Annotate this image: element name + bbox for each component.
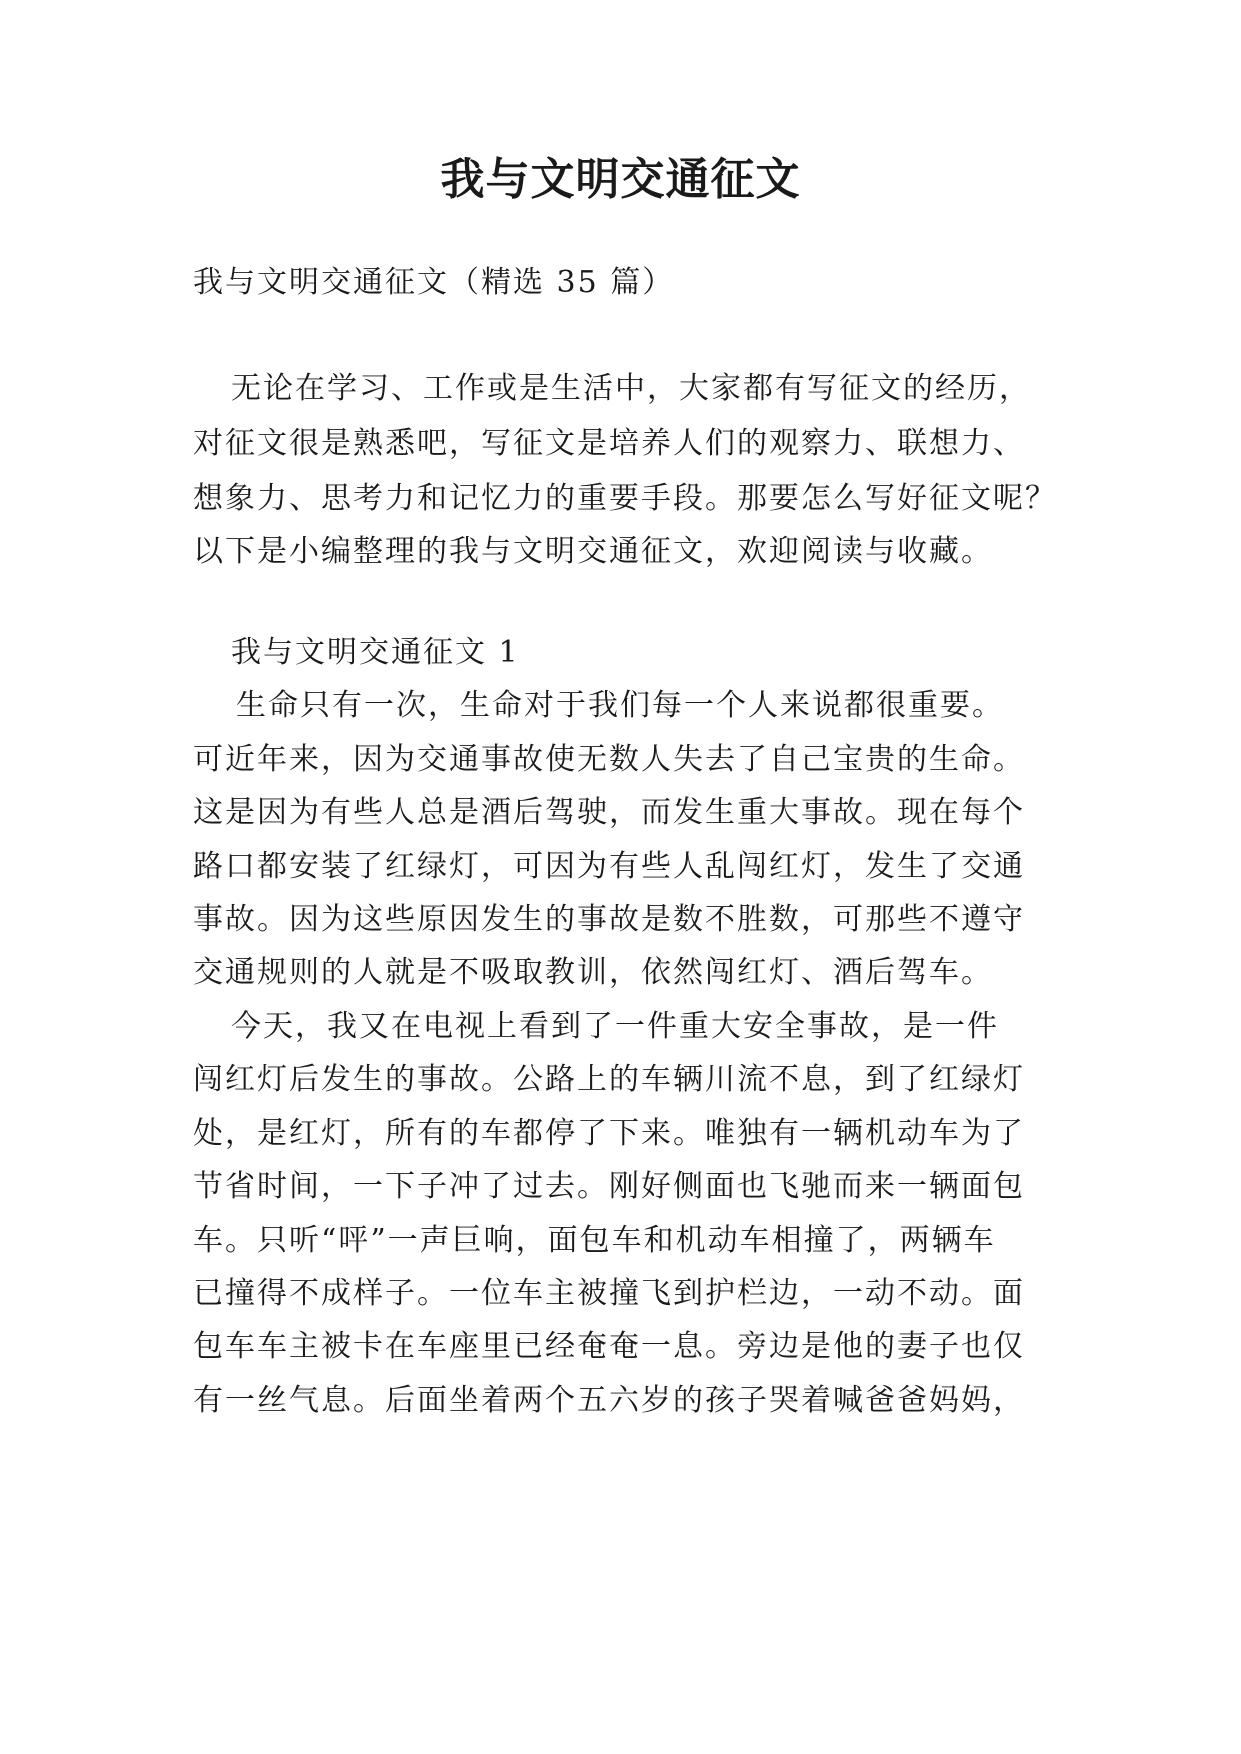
intro-line: 无论在学习、工作或是生活中，大家都有写征文的经历， xyxy=(231,371,1031,406)
paragraph-line: 有一丝气息。后面坐着两个五六岁的孩子哭着喊爸爸妈妈， xyxy=(193,1383,1025,1418)
intro-line: 以下是小编整理的我与文明交通征文，欢迎阅读与收藏。 xyxy=(193,534,993,569)
document-subtitle: 我与文明交通征文（精选 35 篇） xyxy=(193,265,675,300)
paragraph-line: 可近年来，因为交通事故使无数人失去了自己宝贵的生命。 xyxy=(193,742,1025,777)
paragraph-line: 节省时间，一下子冲了过去。刚好侧面也飞驰而来一辆面包 xyxy=(193,1169,1025,1204)
paragraph-line: 闯红灯后发生的事故。公路上的车辆川流不息，到了红绿灯 xyxy=(193,1062,1025,1097)
paragraph-line: 路口都安装了红绿灯，可因为有些人乱闯红灯，发生了交通 xyxy=(193,849,1025,884)
intro-line: 想象力、思考力和记忆力的重要手段。那要怎么写好征文呢？ xyxy=(193,481,1057,516)
paragraph-line: 已撞得不成样子。一位车主被撞飞到护栏边，一动不动。面 xyxy=(193,1276,1025,1311)
paragraph-line: 今天，我又在电视上看到了一件重大安全事故，是一件 xyxy=(231,1009,999,1044)
paragraph-line: 这是因为有些人总是酒后驾驶，而发生重大事故。现在每个 xyxy=(193,795,1025,830)
paragraph-line: 事故。因为这些原因发生的事故是数不胜数，可那些不遵守 xyxy=(193,902,1025,937)
section-heading: 我与文明交通征文 1 xyxy=(231,635,520,670)
paragraph-line: 交通规则的人就是不吸取教训，依然闯红灯、酒后驾车。 xyxy=(193,955,993,990)
paragraph-line: 包车车主被卡在车座里已经奄奄一息。旁边是他的妻子也仅 xyxy=(193,1329,1025,1364)
paragraph-line: 处，是红灯，所有的车都停了下来。唯独有一辆机动车为了 xyxy=(193,1116,1025,1151)
intro-line: 对征文很是熟悉吧，写征文是培养人们的观察力、联想力、 xyxy=(193,426,1025,461)
paragraph-line: 车。只听“呯”一声巨响，面包车和机动车相撞了，两辆车 xyxy=(193,1223,996,1258)
paragraph-line: 生命只有一次，生命对于我们每一个人来说都很重要。 xyxy=(236,688,1004,723)
document-title: 我与文明交通征文 xyxy=(440,154,801,205)
